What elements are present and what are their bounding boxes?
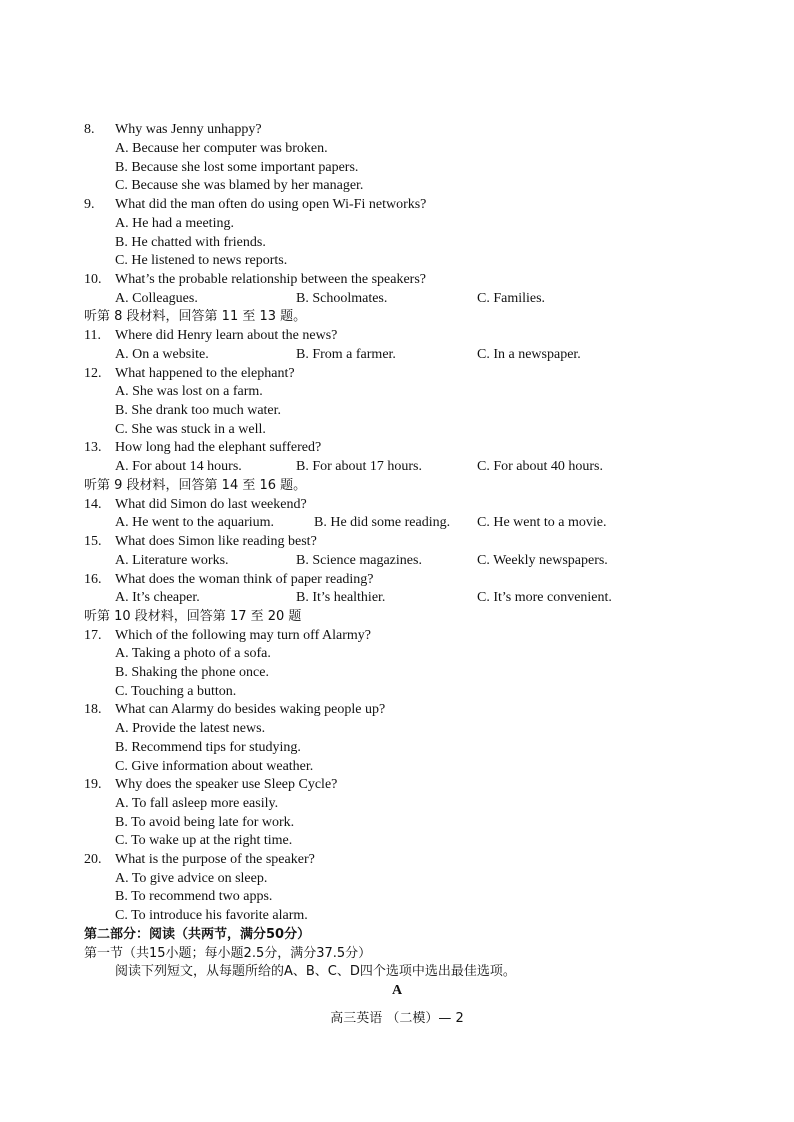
question-number: 17. xyxy=(84,628,102,643)
option-a: A. Provide the latest news. xyxy=(115,721,266,736)
option-a: A. It’s cheaper. xyxy=(115,590,200,605)
question-text: What is the purpose of the speaker? xyxy=(115,852,315,867)
option-a: A. She was lost on a farm. xyxy=(115,384,263,399)
option-c: C. Families. xyxy=(477,291,546,306)
option-c: C. Weekly newspapers. xyxy=(477,553,608,568)
question-text: What does Simon like reading best? xyxy=(115,534,317,549)
option-a: A. Taking a photo of a sofa. xyxy=(115,646,271,661)
question-text: Why does the speaker use Sleep Cycle? xyxy=(115,777,338,792)
option-a: A. He went to the aquarium. xyxy=(115,515,275,530)
question-number: 14. xyxy=(84,497,102,512)
option-a: A. On a website. xyxy=(115,347,209,362)
option-b: B. To avoid being late for work. xyxy=(115,815,295,830)
question-text: What happened to the elephant? xyxy=(115,366,295,381)
option-c: C. Give information about weather. xyxy=(115,759,314,774)
question-number: 18. xyxy=(84,702,102,717)
option-a: A. Literature works. xyxy=(115,553,229,568)
option-b: B. From a farmer. xyxy=(296,347,396,362)
option-b: B. He did some reading. xyxy=(314,515,451,530)
option-b: B. To recommend two apps. xyxy=(115,889,273,904)
question-number: 9. xyxy=(84,197,95,212)
question-number: 8. xyxy=(84,122,95,137)
question-number: 13. xyxy=(84,440,102,455)
question-number: 19. xyxy=(84,777,102,792)
option-c: C. He went to a movie. xyxy=(477,515,607,530)
section-instruction: 听第 8 段材料，回答第 11 至 13 题。 xyxy=(84,309,307,324)
question-text: What can Alarmy do besides waking people up? xyxy=(115,702,386,717)
option-b: B. Science magazines. xyxy=(296,553,422,568)
option-a: A. For about 14 hours. xyxy=(115,459,242,474)
option-c: C. Touching a button. xyxy=(115,684,237,699)
question-number: 11. xyxy=(84,328,101,343)
option-c: C. In a newspaper. xyxy=(477,347,581,362)
option-a: A. To fall asleep more easily. xyxy=(115,796,279,811)
option-b: B. He chatted with friends. xyxy=(115,235,266,250)
question-text: Where did Henry learn about the news? xyxy=(115,328,338,343)
question-number: 12. xyxy=(84,366,102,381)
page-footer: 高三英语 （二模）— 2 xyxy=(330,1011,464,1026)
question-text: What did Simon do last weekend? xyxy=(115,497,307,512)
section-instruction: 听第 10 段材料，回答第 17 至 20 题 xyxy=(84,609,302,624)
option-c: C. It’s more convenient. xyxy=(477,590,612,605)
question-number: 10. xyxy=(84,272,102,287)
question-number: 15. xyxy=(84,534,102,549)
question-text: What does the woman think of paper reading? xyxy=(115,572,374,587)
option-c: C. For about 40 hours. xyxy=(477,459,603,474)
question-text: What did the man often do using open Wi-Fi networks? xyxy=(115,197,427,212)
option-a: A. Colleagues. xyxy=(115,291,198,306)
question-text: Which of the following may turn off Alarmy? xyxy=(115,628,371,643)
option-c: C. She was stuck in a well. xyxy=(115,422,266,437)
passage-label: A xyxy=(391,983,403,998)
option-c: C. To wake up at the right time. xyxy=(115,833,293,848)
option-b: B. It’s healthier. xyxy=(296,590,386,605)
option-b: B. Schoolmates. xyxy=(296,291,388,306)
question-number: 20. xyxy=(84,852,102,867)
option-a: A. To give advice on sleep. xyxy=(115,871,268,886)
question-text: What’s the probable relationship between the speakers? xyxy=(115,272,426,287)
option-b: B. Recommend tips for studying. xyxy=(115,740,301,755)
section-heading: 第一节（共15小题；每小题2.5分，满分37.5分） xyxy=(84,946,372,961)
option-b: B. Because she lost some important papers. xyxy=(115,160,359,175)
option-c: C. He listened to news reports. xyxy=(115,253,288,268)
section-instruction: 听第 9 段材料，回答第 14 至 16 题。 xyxy=(84,478,307,493)
option-b: B. She drank too much water. xyxy=(115,403,282,418)
reading-instructions: 阅读下列短文，从每题所给的A、B、C、D四个选项中选出最佳选项。 xyxy=(115,964,516,979)
option-b: B. Shaking the phone once. xyxy=(115,665,269,680)
question-text: How long had the elephant suffered? xyxy=(115,440,322,455)
option-c: C. To introduce his favorite alarm. xyxy=(115,908,308,923)
question-number: 16. xyxy=(84,572,102,587)
option-a: A. He had a meeting. xyxy=(115,216,234,231)
option-a: A. Because her computer was broken. xyxy=(115,141,328,156)
option-c: C. Because she was blamed by her manager. xyxy=(115,178,364,193)
question-text: Why was Jenny unhappy? xyxy=(115,122,262,137)
option-b: B. For about 17 hours. xyxy=(296,459,422,474)
part-heading: 第二部分：阅读（共两节，满分50分） xyxy=(84,927,311,942)
